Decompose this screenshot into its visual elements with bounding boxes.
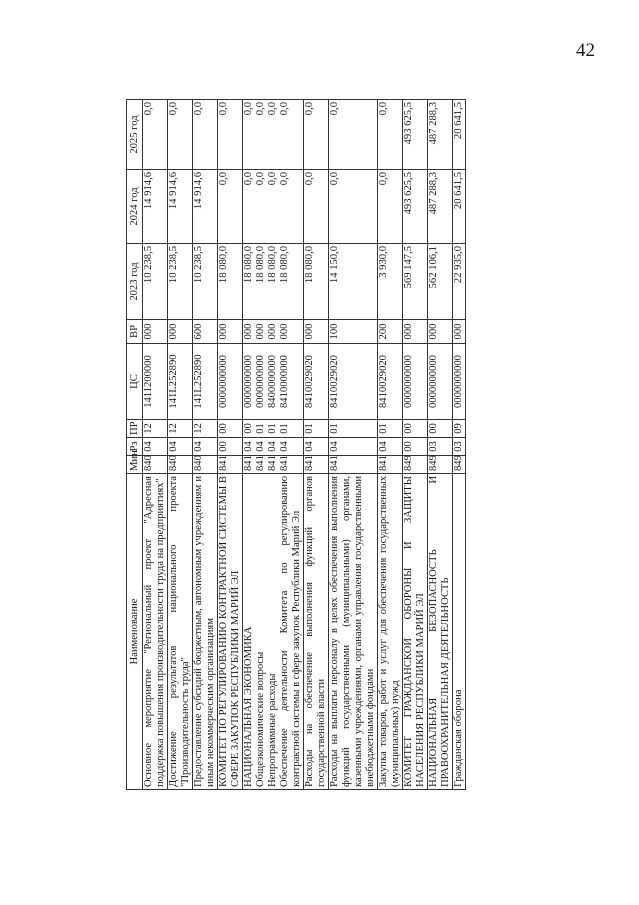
row-y2023: 14 150,0 [329,244,378,320]
row-vr: 000 [304,320,329,344]
row-name: Гражданская оборона [453,474,466,790]
row-y2023: 10 238,5 [193,244,218,320]
budget-table-rotated [126,100,526,790]
row-pr [243,420,304,438]
row-cs [243,344,304,420]
row-y2025: 0,0 [218,100,243,170]
row-y2023: 10 238,5 [143,244,168,320]
header-row [127,100,143,790]
row-y2024: 14 914,6 [168,170,193,244]
row-y2024: 0,0 [378,170,403,244]
table-row [453,100,466,790]
row-y2024-line: 0,0 [243,172,254,186]
row-name-line: НАЦИОНАЛЬНАЯ ЭКОНОМИКА [243,626,254,787]
row-y2024: 487 288,3 [428,170,453,244]
row-min-line: 841 [243,455,254,471]
row-name: Предоставление субсидий бюджетным, автономным учреждениям и иным некоммерческим организациям [193,474,218,790]
header-2024: 2024 год [127,170,143,244]
row-vr-line: 000 [267,323,278,340]
header-rz: Рз [127,438,143,456]
row-name [243,474,304,790]
header-vr: ВР [127,320,143,344]
header-2023: 2023 год [127,244,143,320]
row-cs: 0000000000 [218,344,243,420]
row-vr: 600 [193,320,218,344]
row-pr: 09 [453,420,466,438]
row-y2025-line: 0,0 [267,102,278,116]
row-vr [243,320,304,344]
row-name: КОМИТЕТ ПО РЕГУЛИРОВАНИЮ КОНТРАКТНОЙ СИСТЕМЫ В СФЕРЕ ЗАКУПОК РЕСПУБЛИКИ МАРИЙ ЭЛ [218,474,243,790]
row-rz-line: 04 [255,441,266,452]
row-y2023: 3 930,0 [378,244,403,320]
row-rz: 04 [378,438,403,456]
row-min: 841 [378,456,403,474]
row-cs: 1411200000 [143,344,168,420]
row-rz-line: 04 [243,441,254,452]
row-y2024: 20 641,5 [453,170,466,244]
row-y2025: 20 641,5 [453,100,466,170]
row-cs: 141L252890 [193,344,218,420]
row-name: Закупка товаров, работ и услуг для обеспечения государственных (муниципальных) нужд [378,474,403,790]
row-pr: 00 [218,420,243,438]
header-2025: 2025 год [127,100,143,170]
row-cs-line: 8410000000 [279,355,290,408]
row-pr: 01 [329,420,378,438]
row-y2023: 18 080,0 [218,244,243,320]
row-rz: 00 [403,438,428,456]
table-row [403,100,428,790]
table-row [143,100,168,790]
row-rz: 04 [304,438,329,456]
table-row [329,100,378,790]
row-y2023-line: 18 080,0 [279,246,290,284]
row-pr: 12 [143,420,168,438]
row-vr: 000 [403,320,428,344]
row-min: 849 [428,456,453,474]
row-cs: 0000000000 [428,344,453,420]
row-cs-line: 0000000000 [243,355,254,408]
row-vr-line: 000 [255,323,266,340]
row-pr-line: 01 [255,423,266,434]
row-cs: 8410029020 [304,344,329,420]
row-rz-line: 04 [279,441,290,452]
row-y2025: 0,0 [378,100,403,170]
table-row [193,100,218,790]
row-y2025: 0,0 [193,100,218,170]
row-name-line: Непрограммные расходы [267,673,278,787]
budget-table [126,99,466,790]
row-y2025-line: 0,0 [255,102,266,116]
row-min: 840 [143,456,168,474]
row-y2023-line: 18 080,0 [243,246,254,284]
row-y2025: 0,0 [168,100,193,170]
row-name-line: Общеэкономические вопросы [255,651,266,787]
row-y2025: 0,0 [329,100,378,170]
row-vr: 000 [168,320,193,344]
table-row [168,100,193,790]
row-vr: 200 [378,320,403,344]
row-cs: 8410029020 [329,344,378,420]
row-min-line: 841 [255,455,266,471]
row-vr: 100 [329,320,378,344]
row-min: 849 [453,456,466,474]
table-row [428,100,453,790]
row-y2023: 569 147,5 [403,244,428,320]
row-rz: 04 [143,438,168,456]
row-y2024-line: 0,0 [267,172,278,186]
row-rz: 04 [193,438,218,456]
row-rz: 00 [218,438,243,456]
row-y2023-line: 18 080,0 [267,246,278,284]
row-y2025: 0,0 [143,100,168,170]
header-min: Мин [127,456,143,474]
row-min [243,456,304,474]
row-y2024: 0,0 [304,170,329,244]
row-vr-line: 000 [243,323,254,340]
row-rz: 04 [329,438,378,456]
row-name: НАЦИОНАЛЬНАЯ БЕЗОПАСНОСТЬ И ПРАВООХРАНИТЕЛЬНАЯ ДЕЯТЕЛЬНОСТЬ [428,474,453,790]
row-y2023: 562 106,1 [428,244,453,320]
row-y2025: 0,0 [304,100,329,170]
row-min: 841 [304,456,329,474]
row-vr: 000 [218,320,243,344]
row-name: Расходы на выплаты персоналу в целях обеспечения выполнения функций государственными (муниципальными) органами, казенными учреждениями, органами управления государственными внебюджетными фондами [329,474,378,790]
row-y2023-line: 18 080,0 [255,246,266,284]
row-vr: 000 [143,320,168,344]
header-name: Наименование [127,474,143,790]
row-vr: 000 [453,320,466,344]
row-rz: 03 [453,438,466,456]
row-y2025-line: 0,0 [279,102,290,116]
row-pr: 01 [378,420,403,438]
row-rz: 04 [168,438,193,456]
row-min: 841 [218,456,243,474]
row-pr-line: 01 [279,423,290,434]
row-vr: 000 [428,320,453,344]
row-y2025: 493 625,5 [403,100,428,170]
row-rz [243,438,304,456]
row-name: Расходы на обеспечение выполнения функций органов государственной власти [304,474,329,790]
row-y2024: 14 914,6 [143,170,168,244]
row-cs: 0000000000 [403,344,428,420]
row-pr: 00 [428,420,453,438]
page-number: 42 [576,40,595,61]
row-pr: 12 [168,420,193,438]
row-y2024-line: 0,0 [255,172,266,186]
row-y2023 [243,244,304,320]
row-pr: 12 [193,420,218,438]
row-cs-line: 0000000000 [255,355,266,408]
row-rz-line: 04 [267,441,278,452]
table-row [378,100,403,790]
row-y2024: 0,0 [218,170,243,244]
row-y2024: 0,0 [329,170,378,244]
table-row [243,100,304,790]
row-y2024 [243,170,304,244]
row-y2023: 18 080,0 [304,244,329,320]
row-y2025 [243,100,304,170]
table-row [218,100,243,790]
row-cs-line: 8400000000 [267,355,278,408]
row-pr: 01 [304,420,329,438]
header-pr: ПР [127,420,143,438]
row-min: 841 [329,456,378,474]
row-min: 840 [168,456,193,474]
row-name: КОМИТЕТ ГРАЖДАНСКОЙ ОБОРОНЫ И ЗАЩИТЫ НАСЕЛЕНИЯ РЕСПУБЛИКИ МАРИЙ ЭЛ [403,474,428,790]
row-y2023: 10 238,5 [168,244,193,320]
row-y2023: 22 935,0 [453,244,466,320]
row-min-line: 841 [267,455,278,471]
row-name: Достижение результатов национального проекта "Производительность труда" [168,474,193,790]
row-min-line: 841 [279,455,290,471]
row-rz: 03 [428,438,453,456]
row-cs: 8410029020 [378,344,403,420]
row-y2024: 493 625,5 [403,170,428,244]
row-vr-line: 000 [279,323,290,340]
row-y2025-line: 0,0 [243,102,254,116]
row-name-line: Обеспечение деятельности Комитета по регулированию контрактной системы в сфере закупок Республики Марий Эл [279,476,302,787]
row-y2025: 487 288,3 [428,100,453,170]
row-pr-line: 01 [267,423,278,434]
table-row [304,100,329,790]
row-min: 849 [403,456,428,474]
row-cs: 141L252890 [168,344,193,420]
row-min: 840 [193,456,218,474]
row-name: Основное мероприятие "Региональный проект "Адресная поддержка повышения производительности труда на предприятиях" [143,474,168,790]
row-y2024-line: 0,0 [279,172,290,186]
row-y2024: 14 914,6 [193,170,218,244]
row-pr: 00 [403,420,428,438]
row-pr-line: 00 [243,423,254,434]
row-cs: 0000000000 [453,344,466,420]
header-cs: ЦС [127,344,143,420]
